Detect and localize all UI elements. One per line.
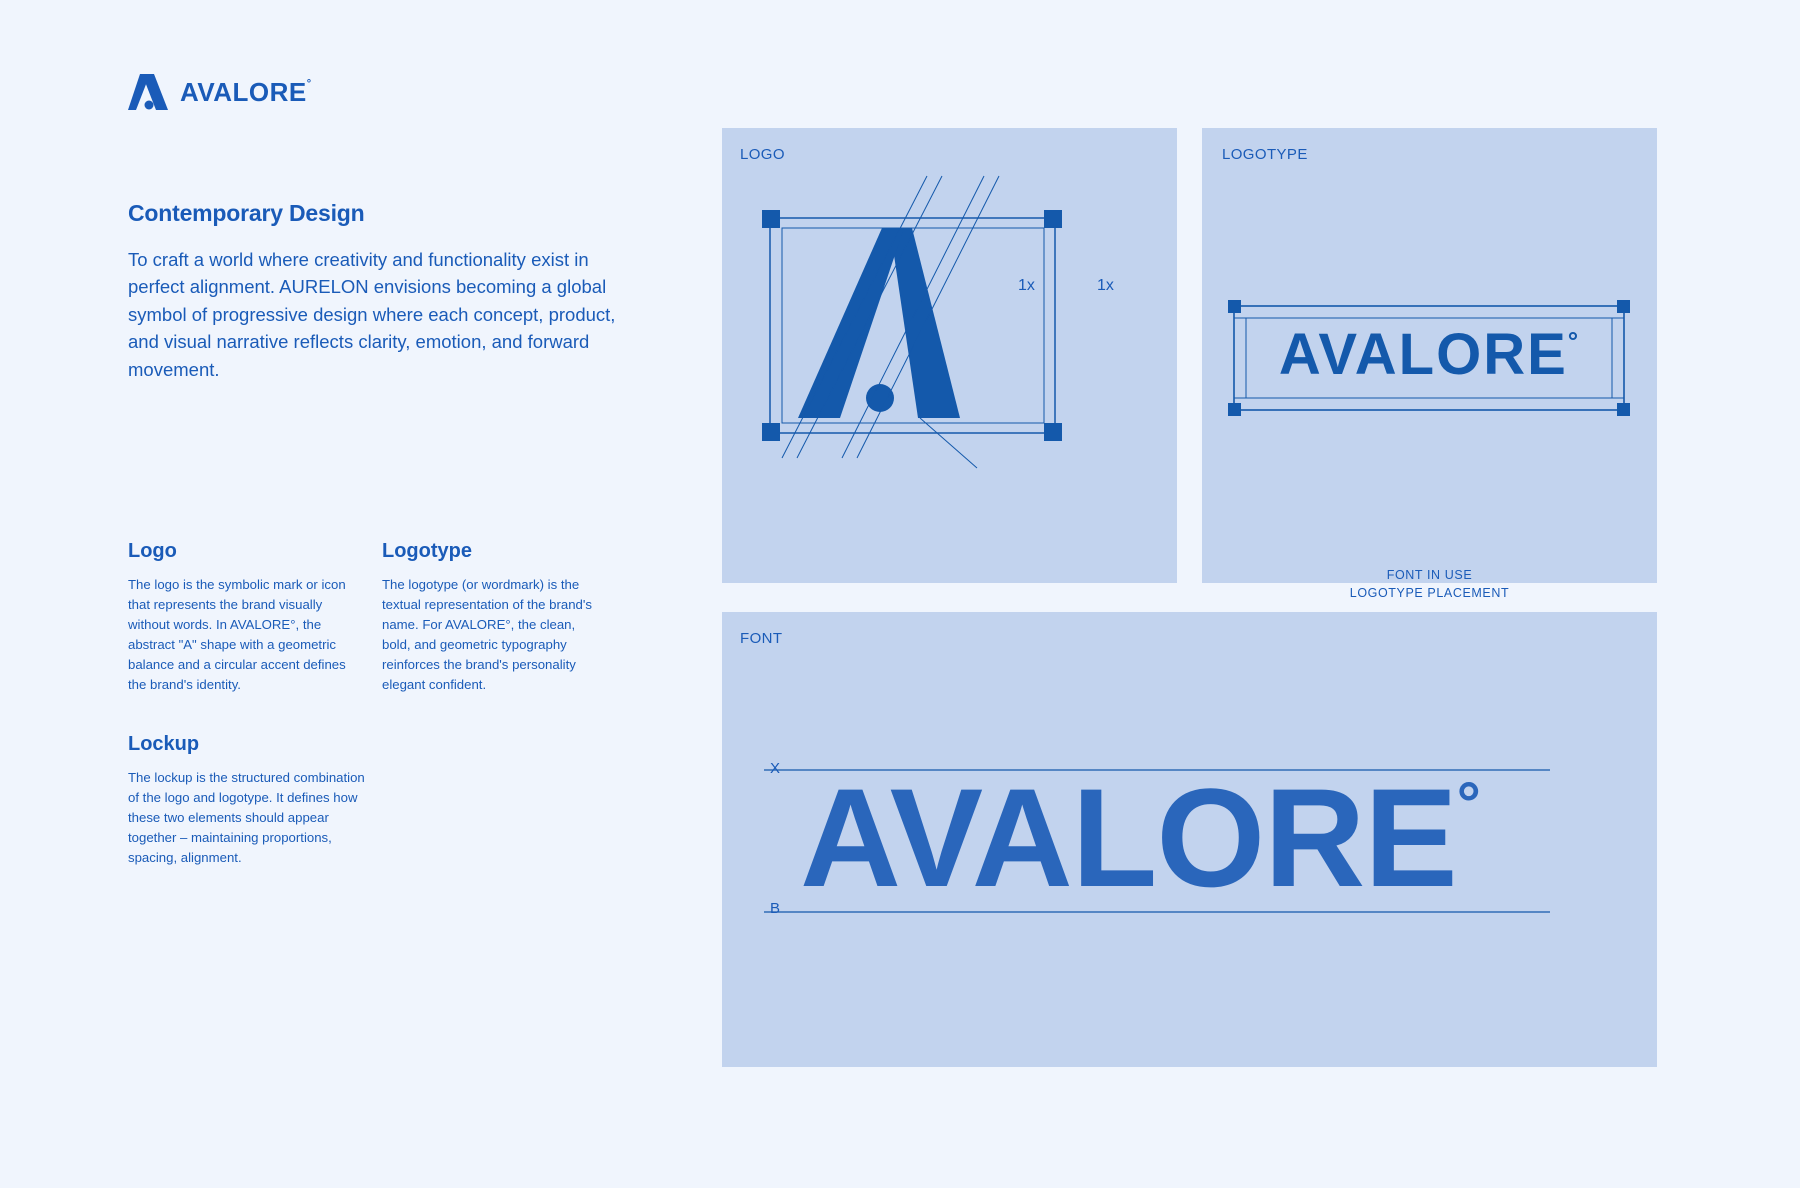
font-specimen-superscript: ° (1456, 770, 1480, 837)
font-axis-label-b: B (770, 900, 781, 917)
panel-logo-label: LOGO (740, 146, 785, 163)
logotype-superscript: ° (1567, 325, 1581, 356)
logotype-caption-line2: LOGOTYPE PLACEMENT (1349, 586, 1510, 600)
brand-wordmark (180, 77, 312, 108)
definition-lockup-title: Lockup (128, 733, 200, 755)
brand-wordmark-text: AVALORE (180, 76, 307, 107)
definition-logo-title: Logo (128, 540, 177, 562)
font-axis-label-x: X (770, 760, 781, 777)
page-title: Contemporary Design (128, 200, 365, 226)
logo-construction-diagram (722, 128, 1177, 583)
panel-logotype-label: LOGOTYPE (1222, 146, 1308, 163)
font-specimen-diagram (722, 612, 1657, 1067)
panel-font-label: FONT (740, 630, 783, 647)
logo-measure-1x-top-left: 1x (1018, 277, 1035, 294)
definition-logo (128, 540, 358, 695)
logotype-wordmark-text: AVALORE (1278, 321, 1568, 387)
definition-lockup-body: The lockup is the structured combination of the logo and logotype. It defines how these two elements should appear together – maintaining proportions, spacing, alignment. (128, 770, 365, 866)
brand-logo (128, 72, 312, 112)
intro-paragraph: To craft a world where creativity and functionality exist in perfect alignment. AURELON envisions becoming a global symbol of progressive design where each concept, product, and visual narrative reflects clarity, emotion, and forward movement. (128, 249, 616, 380)
definition-logotype-title: Logotype (382, 540, 472, 562)
logo-measure-1x-top-right: 1x (1097, 277, 1114, 294)
definition-logotype (382, 540, 607, 695)
logotype-construction-diagram (1202, 128, 1657, 583)
brand-wordmark-superscript: ° (306, 77, 312, 90)
avalore-a-mark-icon (128, 72, 170, 112)
definition-logotype-body: The logotype (or wordmark) is the textual representation of the brand's name. For AVALORE°, the clean, bold, and geometric typography reinforces the brand's personality elegant confident. (382, 577, 592, 693)
logotype-caption-line1: FONT IN USE (1386, 568, 1473, 582)
definition-lockup (128, 733, 368, 868)
font-specimen-wordmark: AVALORE (800, 759, 1457, 916)
definition-logo-body: The logo is the symbolic mark or icon that represents the brand visually without words. In AVALORE°, the abstract "A" shape with a geometric balance and a circular accent defines the brand's identity. (128, 577, 346, 693)
